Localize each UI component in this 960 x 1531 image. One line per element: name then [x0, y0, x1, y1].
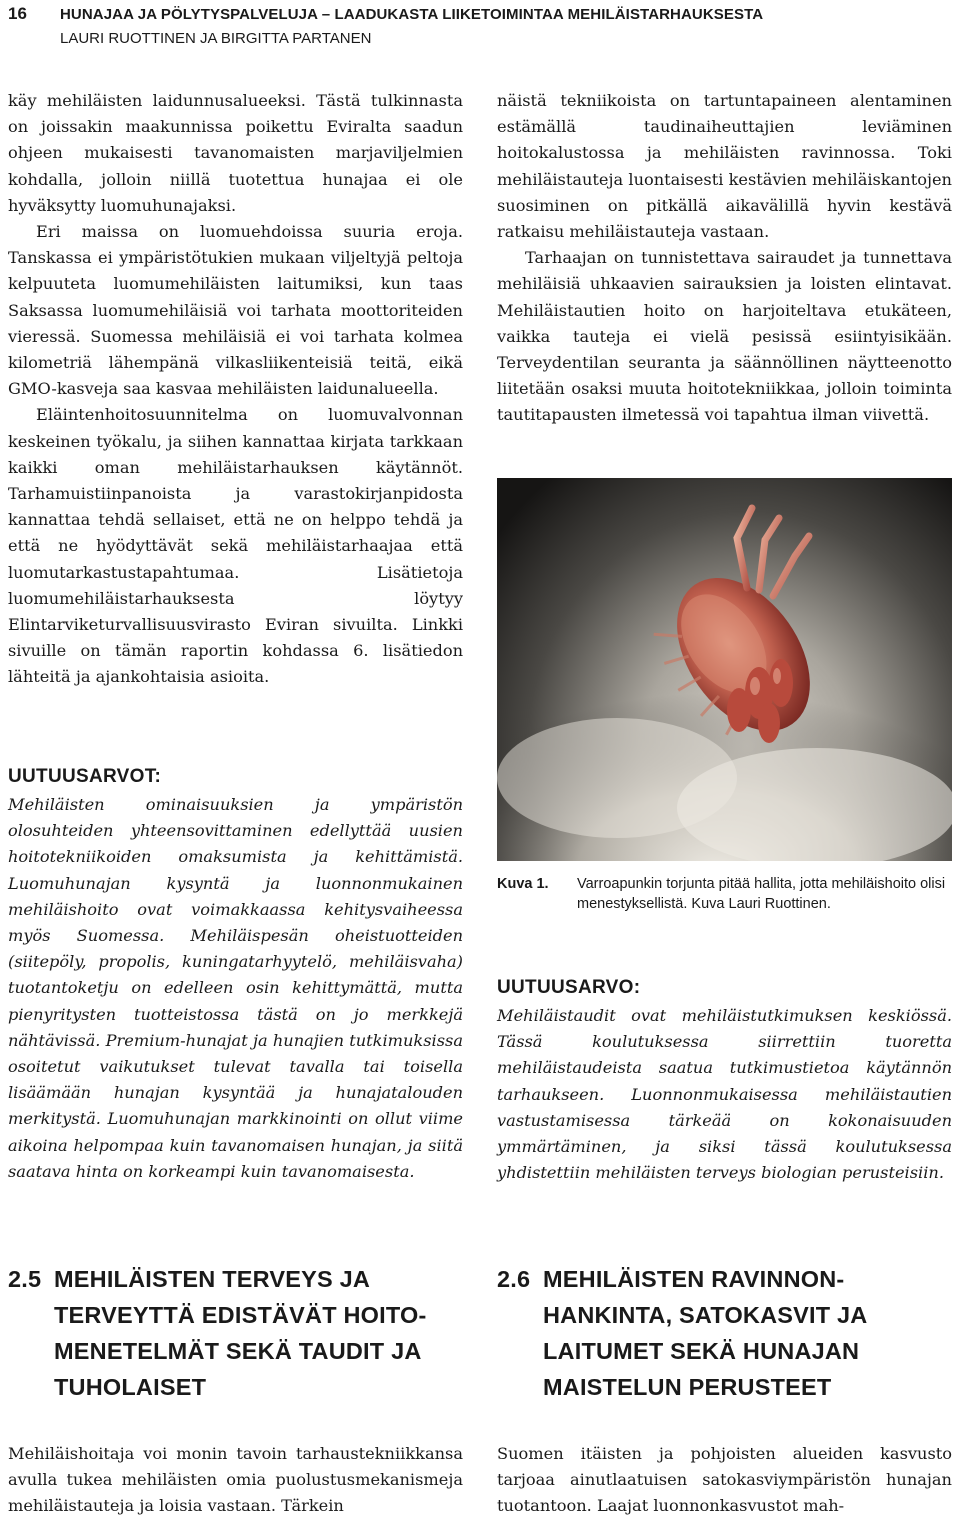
section-2-5-text — [8, 1441, 463, 1520]
paragraph: Eläintenhoitosuunnitelma on luomuvalvonnan keskeinen työkalu, ja siihen kannattaa kirjata tarkkaan kaikki oman mehiläistarhauksen käytännöt. Tarhamuistiinpanoista ja varastokirjanpidosta kannattaa tehdä sellaiset, että ne on helppo tehdä ja että ne hyödyttävät sekä mehiläistarhaajaa että luomutarkastustapahtumaa. Lisätietoja luomumehiläistarhauksesta löytyy Elintarviketurvallisuusvirasto Eviran sivuilta. Linkki sivuille on tämän raportin kohdassa 6. lisätiedon lähteitä ja ajankohtaisia asioita. — [8, 405, 463, 687]
section-heading-2-5 — [8, 1261, 463, 1411]
figure-caption-text: Varroapunkin torjunta pitää hallita, jotta mehiläishoito olisi menestyksellistä. Kuva Lauri Ruottinen. — [577, 876, 946, 912]
paragraph: käy mehiläisten laidunnusalueeksi. Tästä tulkinnasta on joissakin maakunnissa poikettu Eviralta saadun ohjeen mukaisesti tavanomaisten marjaviljelmien kohdalla, jolloin niillä tuotettua hunajaa ei ole hyväksytty luomuhunajaksi. — [8, 91, 463, 215]
box-title: UUTUUSARVO: — [497, 977, 641, 998]
paragraph: Suomen itäisten ja pohjoisten alueiden kasvusto tarjoaa ainutlaatuisen satokasviympäristön hunajan tuotantoon. Laajat luonnonkasvustot mah- — [497, 1444, 952, 1516]
running-title: HUNAJAA JA PÖLYTYSPALVELUJA – LAADUKASTA LIIKETOIMINTAA MEHILÄISTARHAUKSESTA — [60, 6, 764, 23]
box-text: Mehiläisten ominaisuuksien ja ympäristön olosuhteiden yhteensovittaminen edellyttää uusien hoitotekniikoiden omaksumista ja kehittämistä. Luomuhunajan kysyntä ja luonnonmukainen mehiläishoito ovat voimakkaassa kehitysvaiheessa myös Suomessa. Mehiläispesän oheistuotteiden (siitepöly, propolis, kuningatarhyytelö, mehiläisvaha) tuotantoketju on edelleen osin kehittymättä, mutta pienyritysten tuotteistossa tästä on jo merkkejä nähtävissä. Premium-hunajat ja hunajien tutkimuksissa osoitetut vaikutukset tulevat tavalla tai toisella lisäämään hunajan kysyntää ja hunajatalouden merkitystä. Luomuhunajan markkinointi on ollut viime aikoina helpompaa kuin tavanomaisen hunajan, ja siitä saatava hinta on korkeampi kuin tavanomaisesta. — [8, 795, 463, 1181]
figure-label: Kuva 1. — [497, 876, 549, 892]
left-novelty-box — [8, 766, 463, 1185]
right-novelty-box — [497, 977, 952, 1186]
section-number: 2.6 — [497, 1266, 531, 1292]
section-title-line: MAISTELUN PERUSTEET — [543, 1374, 832, 1400]
running-authors: LAURI RUOTTINEN JA BIRGITTA PARTANEN — [60, 30, 372, 47]
paragraph: näistä tekniikoista on tartuntapaineen alentaminen estämällä taudinaiheuttajien leviäminen hoitokalustossa ja mehiläisten ravinnossa. Toki mehiläistauteja luontaisesti kestävien mehiläiskantojen suosiminen on pitkällä aikavälillä hyvin kestävä ratkaisu mehiläistauteja vastaan. — [497, 91, 952, 242]
section-title-line: TERVEYTTÄ EDISTÄVÄT HOITO- — [54, 1302, 427, 1328]
box-title: UUTUUSARVOT: — [8, 766, 162, 787]
section-heading-2-6 — [497, 1261, 952, 1411]
section-title-line: HANKINTA, SATOKASVIT JA — [543, 1302, 868, 1328]
page-number: 16 — [8, 4, 27, 23]
section-title-line: TUHOLAISET — [54, 1374, 207, 1400]
section-title-line: MENETELMÄT SEKÄ TAUDIT JA — [54, 1338, 422, 1364]
box-text: Mehiläistaudit ovat mehiläistutkimuksen keskiössä. Tässä koulutuksessa siirrettiin tuoretta mehiläistaudeista saatua tutkimustietoa käytännön tarhaukseen. Luonnonmukaisessa mehiläistautien vastustamisessa tärkeää on kokonaisuuden ymmärtäminen, ja siksi tässä koulutuksessa yhdistettiin mehiläisten terveys biologian perusteisiin. — [497, 1006, 952, 1183]
paragraph: Tarhaajan on tunnistettava sairaudet ja tunnettava mehiläisiä uhkaavien sairauksien ja loisten elintavat. Mehiläistautien hoito on harjoiteltava etukäteen, vaikka tauteja ei vielä pesissä esiintyisikään. Terveydentilan seuranta ja säännöllinen näytteenotto liitetään osaksi muuta hoitotekniikkaa, jolloin toiminta tautitapausten ilmetessä voi tapahtua ilman viivettä. — [497, 248, 952, 425]
section-title-line: MEHILÄISTEN RAVINNON- — [543, 1266, 845, 1292]
varroa-mite-photo — [497, 478, 952, 861]
section-title — [54, 1261, 427, 1405]
section-title-line: LAITUMET SEKÄ HUNAJAN — [543, 1338, 860, 1364]
section-title — [543, 1261, 867, 1405]
paragraph: Mehiläishoitaja voi monin tavoin tarhaustekniikkansa avulla tukea mehiläisten omia puolustusmekanismeja mehiläistauteja ja loisia vastaan. Tärkein — [8, 1444, 463, 1516]
right-body-text — [497, 88, 952, 429]
varroa-mite-illustration — [497, 478, 952, 861]
paragraph: Eri maissa on luomuehdoissa suuria eroja. Tanskassa ei ympäristötukien mukaan viljeltyjä peltoja kelpuuteta luomumehiläisten laitumiksi, kun taas Saksassa luomumehiläisiä voi tarhata moottoriteiden vieressä. Suomessa mehiläisiä ei voi tarhata kolmea kilometriä lähempänä vilkasliikenteisiä teitä, eikä GMO-kasveja saa kasvaa mehiläisten laidunalueella. — [8, 222, 463, 399]
section-title-line: MEHILÄISTEN TERVEYS JA — [54, 1266, 371, 1292]
section-2-6-text — [497, 1441, 952, 1520]
section-number: 2.5 — [8, 1266, 42, 1292]
left-body-text — [8, 88, 463, 691]
